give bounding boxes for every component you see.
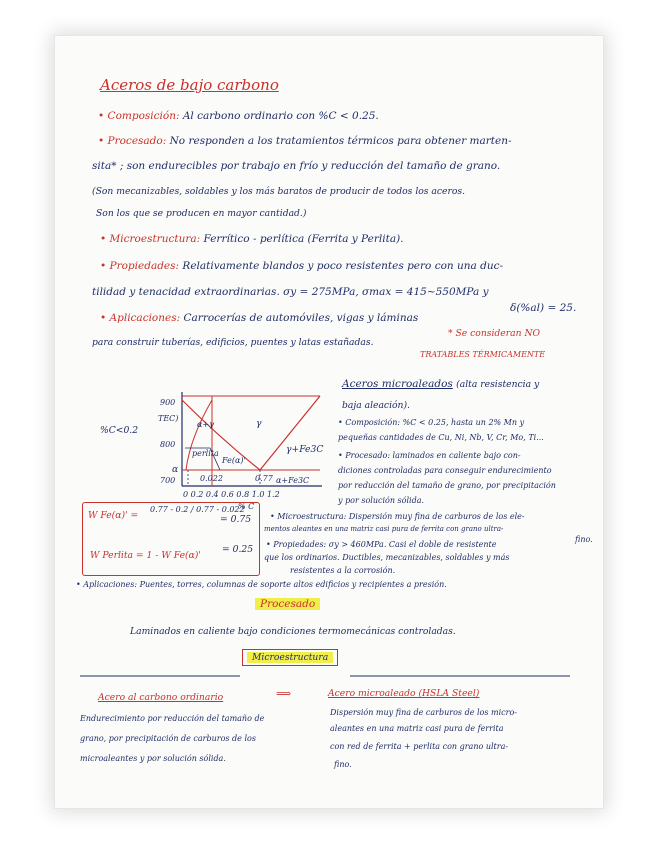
propiedades-label: • Propiedades: [100,260,180,272]
diagram-carbon-label: %C<0.2 [100,425,139,436]
microaleado-text-3: con red de ferrita + perlita con grano ultra- [330,742,509,751]
microestructura-label: • Microestructura: [100,233,201,245]
procesado-header [255,598,320,610]
microaleados-comp-1: • Composición: %C < 0.25, hasta un 2% Mn y [338,418,525,427]
formula-lhs-1: W Fe(α)' = [88,510,139,521]
ordinario-text-3: microaleantes y por solución sólida. [80,754,226,763]
microaleado-text-2: aleantes en una matriz casi pura de ferrita [330,724,504,733]
ordinario-text-1: Endurecimiento por reducción del tamaño de [80,714,265,723]
procesado-text-4: Son los que se producen en mayor cantidad.) [96,208,307,219]
formula-rhs-1: = 0.75 [220,514,252,525]
microaleados-proc-3: por reducción del tamaño de grano, por precipitación [338,481,556,490]
microaleado-text-1: Dispersión muy fina de carburos de los micro- [330,708,517,717]
microaleados-title-2: baja aleación). [342,400,410,411]
formula-unit: % C [238,502,255,511]
aplicaciones-note-2: TRATABLES TÉRMICAMENTE [420,350,546,359]
microestructura-line [100,233,404,245]
microaleados-comp-2: pequeñas cantidades de Cu, Ni, Nb, V, Cr, Mo, Ti... [338,433,544,442]
microaleados-aplicaciones: • Aplicaciones: Puentes, torres, columnas de soporte altos edificios y recipientes a presión. [76,580,447,589]
diagram-phase-alpha-gamma: α+γ [197,420,214,429]
procesado-line-1 [98,135,512,147]
procesado-header-text: Procesado [255,598,320,610]
microestructura-header-text: Microestructura [247,652,333,663]
procesado-label: • Procesado: [98,135,167,147]
microaleados-title: Aceros microaleados [342,378,453,390]
ordinario-text-2: grano, por precipitación de carburos de los [80,734,256,743]
formula-rhs-2: = 0.25 [222,544,254,555]
procesado-box-text: Laminados en caliente bajo condiciones termomecánicas controladas. [130,626,456,637]
microestructura-text: Ferrítico - perlítica (Ferrita y Perlita). [203,233,404,245]
microaleado-text-4: fino. [334,760,352,769]
aplicaciones-text-2: para construir tuberías, edificios, puentes y latas estañadas. [92,337,374,348]
diagram-ytick-unit: TEC) [158,414,179,423]
diagram-ytick-800: 800 [160,440,176,449]
ordinario-title: Acero al carbono ordinario [98,692,224,703]
diagram-x-ticks: 0 0.2 0.4 0.6 0.8 1.0 1.2 [183,490,280,499]
diagram-phase-gamma: γ [256,418,262,429]
aplicaciones-text-1: Carrocerías de automóviles, vigas y láminas [183,312,419,324]
microaleados-prop-2: que los ordinarios. Ductibles, mecanizables, soldables y más [264,553,510,562]
procesado-text-3: (Son mecanizables, soldables y los más baratos de producir de todos los aceros. [92,186,466,197]
procesado-text-2: sita* ; son endurecibles por trabajo en frío y reducción del tamaño de grano. [92,160,501,172]
microaleados-prop-3: resistentes a la corrosión. [290,566,396,575]
aplicaciones-note: * Se consideran NO [448,328,541,339]
formula-fraction: 0.77 - 0.2 / 0.77 - 0.022 [150,505,245,514]
diagram-ytick-700: 700 [160,476,176,485]
diagram-ytick-900: 900 [160,398,176,407]
composicion-label: • Composición: [98,110,180,122]
diagram-point-0022: 0.022 [200,474,223,483]
composicion-text: Al carbono ordinario con %C < 0.25. [182,110,379,122]
page-title: Aceros de bajo carbono [100,76,279,94]
propiedades-text-3: δ(%al) = 25. [510,302,577,314]
aplicaciones-line-1 [100,312,418,324]
microaleados-micro-2: mentos aleantes en una matriz casi pura de ferrita con grano ultra- [264,525,504,533]
diagram-phase-perlita: perlita [192,449,219,458]
procesado-text-1: No responden a los tratamientos térmicos para obtener marten- [169,135,512,147]
diagram-phase-fe-alpha: Fe(α)' [222,456,246,465]
aplicaciones-label: • Aplicaciones: [100,312,181,324]
microaleados-micro-1: • Microestructura: Dispersión muy fina de carburos de los ele- [270,512,525,521]
diagram-phase-alpha-fe3c: α+Fe3C [276,476,310,485]
microaleados-proc-4: y por solución sólida. [338,496,425,505]
formula-lhs-2: W Perlita = 1 - W Fe(α)' [90,550,201,561]
microaleados-title-paren: (alta resistencia y [456,379,540,390]
diagram-phase-alpha: α [172,464,179,475]
microaleados-title-line [342,378,539,390]
microaleados-proc-2: diciones controladas para conseguir endurecimiento [338,466,552,475]
diagram-point-077: 0.77 [255,474,273,483]
microaleados-micro-3: fino. [575,535,593,544]
propiedades-line-1 [100,260,503,272]
comparison-arrow-icon: ⟹ [276,688,292,700]
microaleados-prop-1: • Propiedades: σy > 460MPa. Casi el doble de resistente [266,540,497,549]
propiedades-text-2: tilidad y tenacidad extraordinarias. σy = 275MPa, σmax = 415~550MPa y [92,286,489,298]
composicion-line [98,110,379,122]
microaleados-proc-1: • Procesado: laminados en caliente bajo con- [338,451,521,460]
diagram-phase-gamma-fe3c: γ+Fe3C [286,444,324,455]
propiedades-text-1: Relativamente blandos y poco resistentes pero con una duc- [182,260,504,272]
microaleado-title: Acero microaleado (HSLA Steel) [328,688,480,699]
